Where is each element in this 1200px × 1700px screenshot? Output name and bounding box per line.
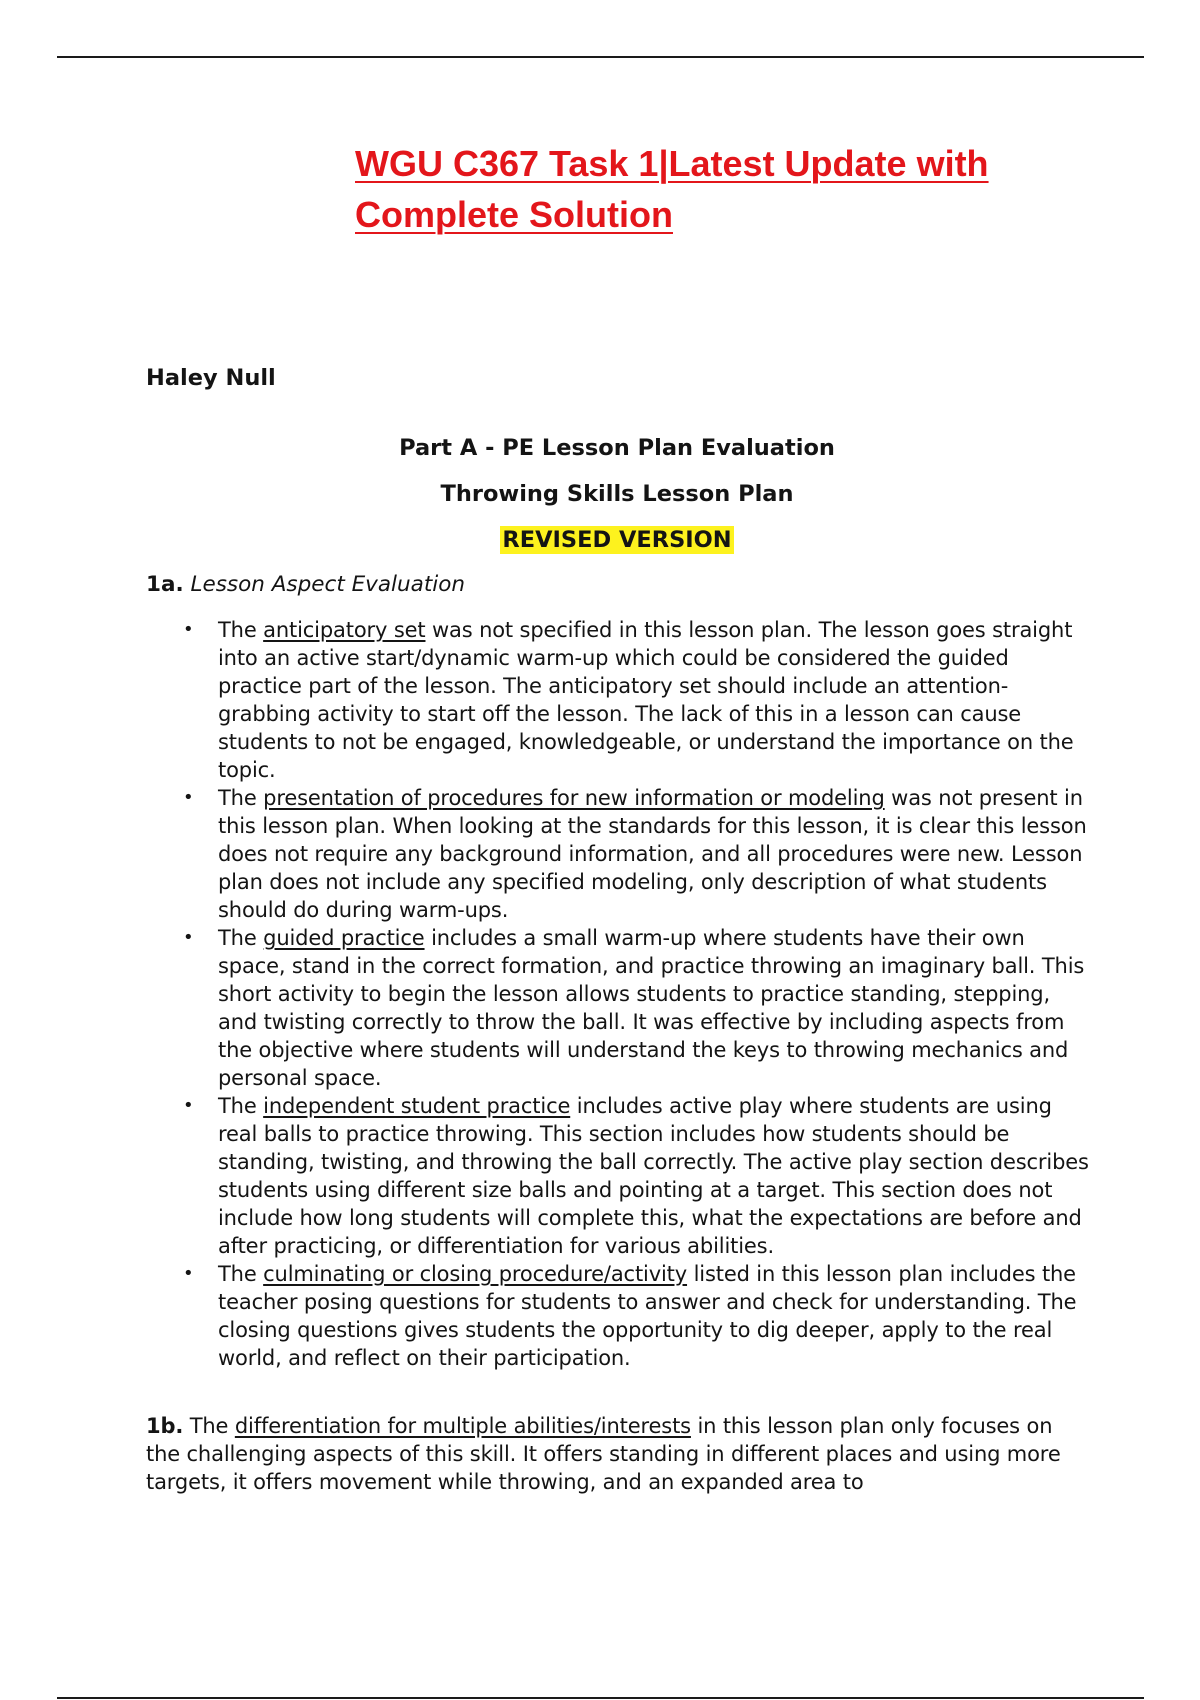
bullet-prefix: The [218,618,264,642]
lesson-title: Throwing Skills Lesson Plan [440,481,794,507]
bullet-text: was not present in this lesson plan. When looking at the standards for this lesson, it is clear this lesson does not require any background information, and all procedures were new. Lesson plan does not include any specified modeling, only description of what students should do during warm-ups. [218,786,1087,922]
bullet-icon: • [183,787,194,808]
author-name: Haley Null [146,365,276,391]
section-1a-number: 1a. [146,572,184,597]
list-item [146,924,1091,1092]
list-item [146,784,1091,924]
list-item [146,616,1091,784]
bullet-icon: • [183,1095,194,1116]
bullet-prefix: The [218,786,264,810]
list-item [146,1092,1091,1260]
bottom-rule [57,1697,1144,1699]
bullet-text: was not specified in this lesson plan. The lesson goes straight into an active start/dynamic warm-up which could be considered the guided practice part of the lesson. The anticipatory set should include an attention-grabbing activity to start off the lesson. The lack of this in a lesson can cause students to not be engaged, knowledgeable, or understand the importance on the topic. [218,618,1074,782]
section-1a-heading [146,571,465,599]
part-heading: Part A - PE Lesson Plan Evaluation [399,435,835,461]
bullet-term: presentation of procedures for new information or modeling [263,786,885,810]
document-title: WGU C367 Task 1|Latest Update with Complete Solution [355,143,989,235]
lesson-aspect-list [146,616,1091,1372]
bullet-icon: • [183,619,194,640]
revised-label-row [146,525,1088,555]
section-1b-paragraph [146,1412,1091,1496]
bullet-text: includes active play where students are using real balls to practice throwing. This section includes how students should be standing, twisting, and throwing the ball correctly. The active play section describes students using different size balls and pointing at a target. This section does not include how long students will complete this, what the expectations are before and after practicing, or differentiation for various abilities. [218,1094,1089,1258]
section-1a-title: Lesson Aspect Evaluation [190,572,466,597]
bullet-text: listed in this lesson plan includes the teacher posing questions for students to answer and check for understanding. The closing questions gives students the opportunity to dig deeper, apply to the real world, and reflect on their participation. [218,1262,1077,1370]
bullet-prefix: The [218,1094,264,1118]
bullet-text: includes a small warm-up where students have their own space, stand in the correct formation, and practice throwing an imaginary ball. This short activity to begin the lesson allows students to practice standing, stepping, and twisting correctly to throw the ball. It was effective by including aspects from the objective where students will understand the keys to throwing mechanics and personal space. [218,926,1085,1090]
bullet-term: anticipatory set [263,618,426,642]
section-1b-prefix: The [183,1414,235,1438]
bullet-prefix: The [218,1262,264,1286]
bullet-term: independent student practice [263,1094,571,1118]
bullet-icon: • [183,1263,194,1284]
section-1b-term: differentiation for multiple abilities/interests [234,1414,691,1438]
revised-label: REVISED VERSION [502,527,732,553]
section-1b-text: in this lesson plan only focuses on the challenging aspects of this skill. It offers standing in different places and using more targets, it offers movement while throwing, and an expanded area to [146,1414,1061,1494]
top-rule [57,56,1144,58]
bullet-prefix: The [218,926,264,950]
bullet-term: culminating or closing procedure/activity [263,1262,688,1286]
bullet-icon: • [183,927,194,948]
bullet-term: guided practice [263,926,425,950]
section-1b-number: 1b. [146,1414,184,1438]
list-item [146,1260,1091,1372]
